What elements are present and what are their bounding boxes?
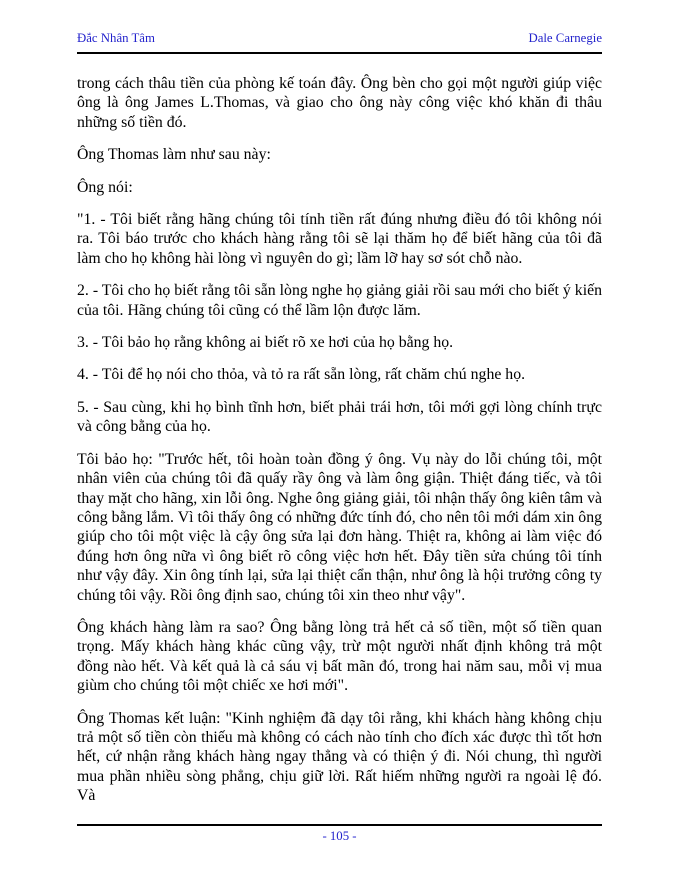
- page-footer: [77, 824, 602, 844]
- paragraph: 5. - Sau cùng, khi họ bình tĩnh hơn, biết phải trái hơn, tôi mới gợi lòng chính trực và công bằng của họ.: [77, 398, 602, 436]
- paragraph: 3. - Tôi bảo họ rằng không ai biết rõ xe hơi của họ bằng họ.: [77, 334, 454, 352]
- header-author: Dale Carnegie: [528, 31, 602, 45]
- page-body: [77, 74, 602, 819]
- paragraph: Ông khách hàng làm ra sao? Ông bằng lòng trả hết cả số tiền, một số tiền quan trọng. Mấy khách hàng khác cũng vậy, trừ một người nhất định không trả một đồng nào hết. Và kết quả là cả sáu vị bất mãn đó, trong hai năm sau, mỗi vị mua giùm cho chúng tôi một chiếc xe hơi mới".: [77, 618, 602, 695]
- paragraph: 2. - Tôi cho họ biết rằng tôi sẵn lòng nghe họ giảng giải rồi sau mới cho biết ý kiến của tôi. Hãng chúng tôi cũng có thể lầm lộn được lăm.: [77, 282, 602, 319]
- paragraph: Tôi bảo họ: "Trước hết, tôi hoàn toàn đồng ý ông. Vụ này do lỗi chúng tôi, một nhân viên của chúng tôi đã quấy rầy ông và làm ông giận. Thiệt đáng tiếc, và tôi thay mặt cho hãng, xin lỗi ông. Nghe ông giảng giải, tôi nhận thấy ông kiên tâm và công bằng lắm. Vì tôi thấy ông có những đức tính đó, cho nên tôi mới dám xin ông giúp cho tôi một việc là cậy ông sửa lại đơn hàng. Thiệt ra, không ai làm việc đó đúng hơn ông nữa vì ông biết rõ công việc hơn hết. Đây tiền sửa chúng tôi tính như vậy đây. Xin ông tính lại, sửa lại thiệt cẩn thận, như ông là hội trưởng công ty chúng tôi vậy. Rồi ông định sao, chúng tôi xin theo như vậy".: [77, 450, 602, 604]
- page-number: - 105 -: [322, 829, 357, 843]
- paragraph: 4. - Tôi để họ nói cho thỏa, và tỏ ra rất sẵn lòng, rất chăm chú nghe họ.: [77, 366, 526, 384]
- paragraph: Ông Thomas làm như sau này:: [77, 146, 271, 164]
- paragraph: Ông nói:: [77, 178, 133, 196]
- paragraph: "1. - Tôi biết rằng hãng chúng tôi tính tiền rất đúng nhưng điều đó tôi không nói ra. Tôi báo trước cho khách hàng rằng tôi sẽ lại thăm họ để biết hãng của tôi đã làm cho họ không hài lòng vì nguyên do gì; lầm lỡ hay sơ sót chỗ nào.: [77, 211, 602, 267]
- paragraph: Ông Thomas kết luận: "Kinh nghiệm đã dạy tôi rằng, khi khách hàng không chịu trả một số tiền còn thiếu mà không có cách nào tính cho đích xác được thì tốt hơn hết, cứ nhận rằng khách hàng ngay thẳng và có thiện ý đi. Nói chung, thì người mua phần nhiều sòng phẳng, chịu giữ lời. Rất hiếm những người ra ngoài lệ đó. Và: [77, 709, 602, 805]
- paragraph: trong cách thâu tiền của phòng kế toán đây. Ông bèn cho gọi một người giúp việc ông là ông James L.Thomas, và giao cho ông này công việc khó khăn đi thâu những số tiền đó.: [77, 75, 602, 131]
- header-book-title: Đắc Nhân Tâm: [77, 31, 155, 45]
- page-header: [77, 31, 602, 54]
